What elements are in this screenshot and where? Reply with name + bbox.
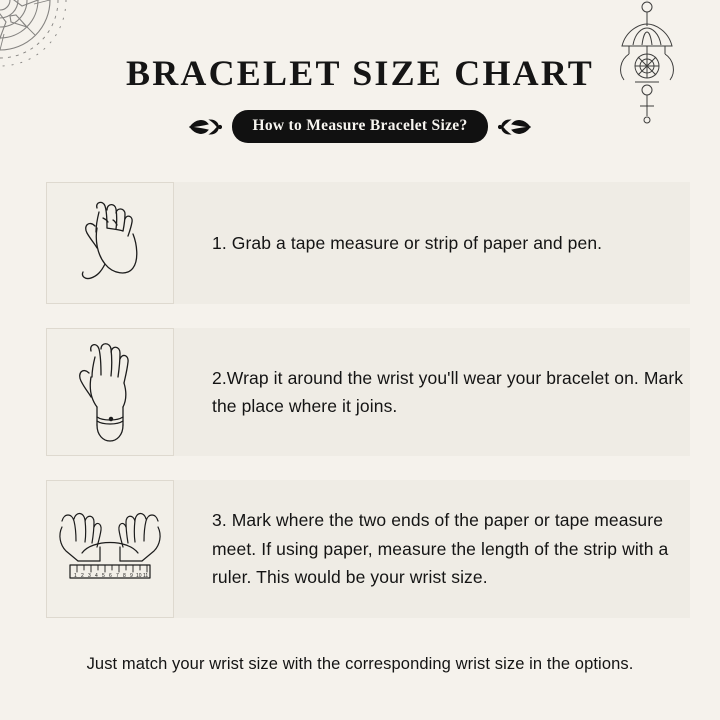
svg-text:4: 4 <box>95 573 98 579</box>
step-3-image <box>46 480 174 618</box>
svg-text:10: 10 <box>136 573 142 579</box>
step-3-text: 3. Mark where the two ends of the paper or tape measure meet. If using paper, measure the length of the strip with a ruler. This would be your wrist size. <box>212 510 669 588</box>
svg-text:11: 11 <box>143 573 149 579</box>
ruler-measuring-icon <box>48 487 172 611</box>
subtitle-row <box>0 110 720 143</box>
svg-text:9: 9 <box>130 573 133 579</box>
svg-text:2: 2 <box>81 573 84 579</box>
leaf-flourish-left-icon <box>188 114 222 140</box>
svg-text:7: 7 <box>116 573 119 579</box>
step-item <box>0 182 720 304</box>
svg-text:6: 6 <box>109 573 112 579</box>
svg-text:1: 1 <box>74 573 77 579</box>
step-2-image <box>46 328 174 456</box>
step-item <box>0 480 720 618</box>
steps-list <box>0 182 720 642</box>
hand-with-tape-icon <box>55 333 165 451</box>
svg-text:8: 8 <box>123 573 126 579</box>
subtitle-pill: How to Measure Bracelet Size? <box>232 110 487 143</box>
step-2-text: 2.Wrap it around the wrist you'll wear your bracelet on. Mark the place where it joins. <box>212 367 684 416</box>
leaf-flourish-right-icon <box>498 114 532 140</box>
step-1-text: 1. Grab a tape measure or strip of paper and pen. <box>212 232 603 253</box>
closed-fist-icon <box>55 188 165 298</box>
footer-note: Just match your wrist size with the corresponding wrist size in the options. <box>86 655 634 673</box>
svg-text:5: 5 <box>102 573 105 579</box>
step-item <box>0 328 720 456</box>
step-1-image <box>46 182 174 304</box>
svg-text:3: 3 <box>88 573 91 579</box>
page-title: BRACELET SIZE CHART <box>126 53 594 93</box>
